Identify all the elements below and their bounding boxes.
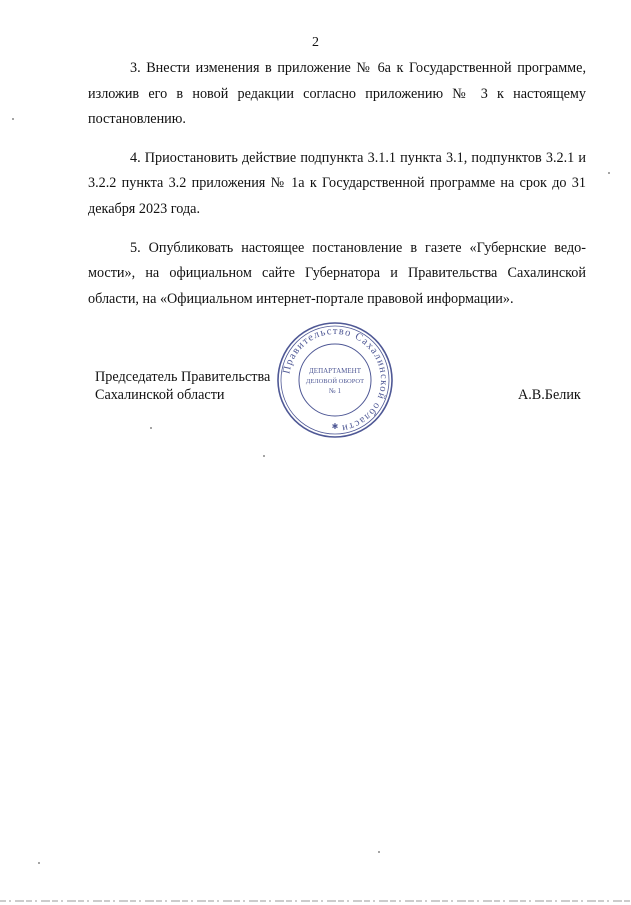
scan-speck bbox=[608, 172, 610, 174]
scan-speck bbox=[38, 862, 40, 864]
signer-title-line1: Председатель Правительства bbox=[95, 369, 271, 385]
scan-speck bbox=[150, 427, 152, 429]
seal-inner-line3: № 1 bbox=[329, 387, 341, 395]
paragraph-4: 4. Приостановить действие подпункта 3.1.1 пункта 3.1, подпунктов 3.2.1 и 3.2.2 пункта 3.2 приложения № 1а к Государственной программе на срок до 31 декабря 2023 года. bbox=[88, 149, 586, 217]
paragraph-5: 5. Опубликовать настоящее постановление в газете «Губернские ведомости», на официальном сайте Губернатора и Правительства Сахалинской области, на «Официальном интернет-портале правовой информации». bbox=[88, 239, 586, 307]
document-body bbox=[88, 56, 586, 325]
signature-block bbox=[95, 368, 270, 404]
page-number: 2 bbox=[312, 35, 319, 50]
seal-star-icon: ✱ bbox=[331, 422, 339, 431]
signer-title-line2: Сахалинской области bbox=[95, 387, 225, 403]
scan-speck bbox=[378, 851, 380, 853]
scan-bottom-edge bbox=[0, 898, 631, 905]
signer-name: А.В.Белик bbox=[518, 387, 581, 403]
official-seal-stamp bbox=[275, 320, 395, 440]
paragraph-3: 3. Внести изменения в приложение № 6а к Государственной программе, изложив его в новой редакции согласно приложению № 3 к настоящему постановлению. bbox=[88, 60, 586, 128]
scan-speck bbox=[12, 118, 14, 120]
seal-ring-text: Правительство Сахалинской области bbox=[281, 325, 390, 434]
seal-inner-line2: ДЕЛОВОЙ ОБОРОТ bbox=[305, 378, 365, 385]
seal-inner-line1: ДЕПАРТАМЕНТ bbox=[309, 367, 361, 375]
scan-speck bbox=[263, 455, 265, 457]
